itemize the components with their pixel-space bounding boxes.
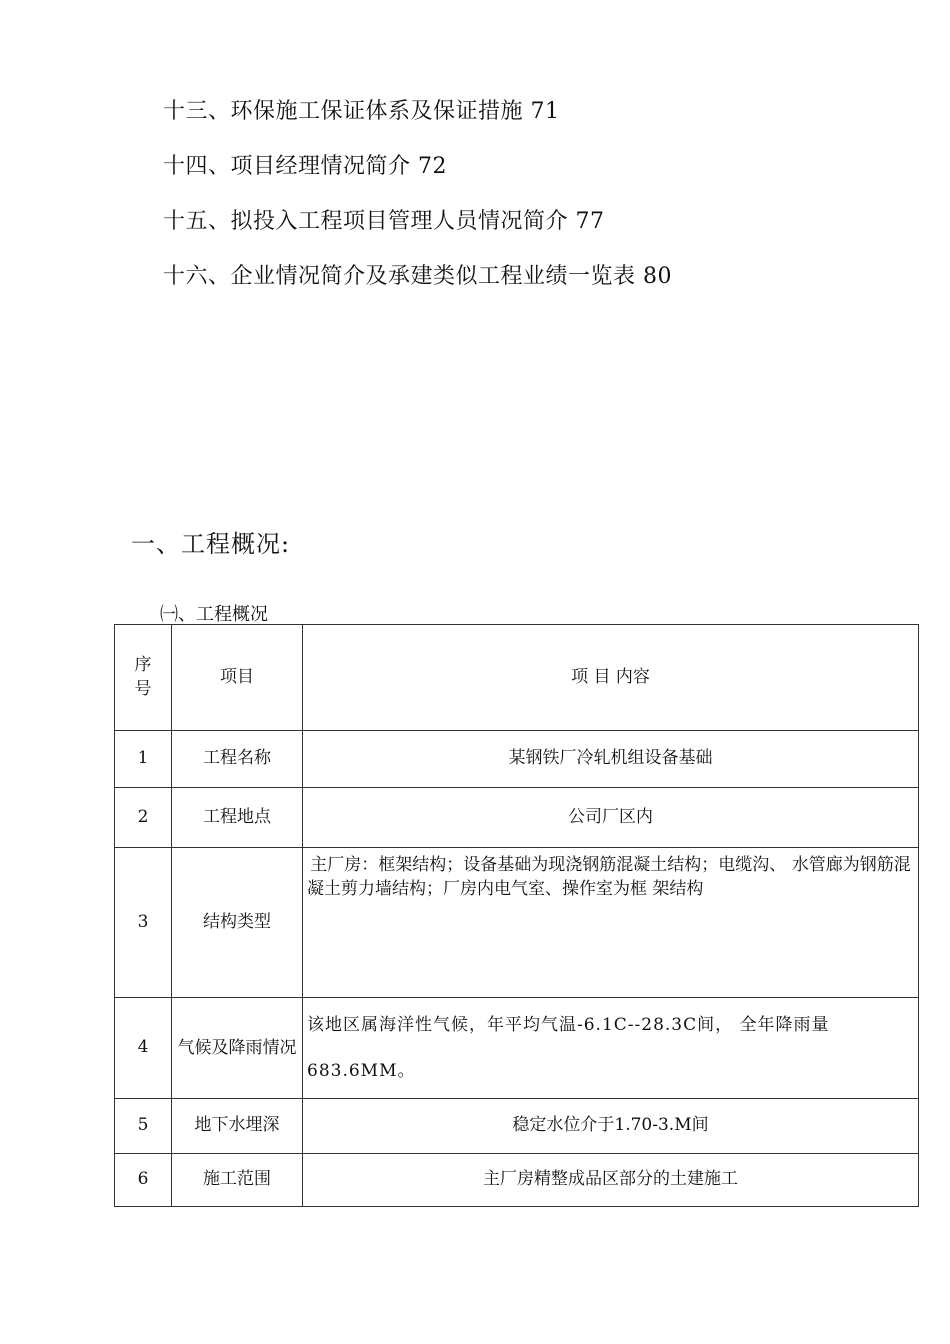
row-item: 结构类型 bbox=[172, 848, 303, 998]
row-content: 公司厂区内 bbox=[303, 788, 919, 848]
table-row bbox=[115, 848, 919, 998]
toc-entry: 十三、环保施工保证体系及保证措施 71 bbox=[163, 99, 560, 124]
table-row bbox=[115, 731, 919, 788]
table-row bbox=[115, 788, 919, 848]
project-overview-table bbox=[114, 624, 919, 1207]
row-content: 主厂房精整成品区部分的土建施工 bbox=[303, 1154, 919, 1207]
table-row bbox=[115, 1099, 919, 1154]
row-no: 5 bbox=[115, 1099, 172, 1154]
row-no: 2 bbox=[115, 788, 172, 848]
header-content: 项 目 内容 bbox=[303, 625, 919, 731]
toc-entry: 十六、企业情况简介及承建类似工程业绩一览表 80 bbox=[163, 264, 672, 289]
header-no-line2: 号 bbox=[134, 678, 152, 699]
row-item: 工程名称 bbox=[172, 731, 303, 788]
row-item: 工程地点 bbox=[172, 788, 303, 848]
row-no: 6 bbox=[115, 1154, 172, 1207]
toc-entry: 十五、拟投入工程项目管理人员情况简介 77 bbox=[163, 209, 605, 234]
table-header-row bbox=[115, 625, 919, 731]
row-content: 该地区属海洋性气候，年平均气温-6.1C--28.3C间， 全年降雨量683.6MM。 bbox=[303, 998, 919, 1099]
header-item: 项目 bbox=[172, 625, 303, 731]
toc-entry: 十四、项目经理情况简介 72 bbox=[163, 154, 447, 179]
table-row bbox=[115, 998, 919, 1099]
row-item: 地下水埋深 bbox=[172, 1099, 303, 1154]
row-content: 某钢铁厂冷轧机组设备基础 bbox=[303, 731, 919, 788]
row-item: 施工范围 bbox=[172, 1154, 303, 1207]
row-no: 1 bbox=[115, 731, 172, 788]
section-heading: 一、工程概况: bbox=[131, 530, 291, 558]
table-row bbox=[115, 1154, 919, 1207]
header-no-line1: 序 bbox=[134, 654, 152, 675]
row-item: 气候及降雨情况 bbox=[172, 998, 303, 1099]
row-no: 4 bbox=[115, 998, 172, 1099]
row-content: 主厂房：框架结构；设备基础为现浇钢筋混凝土结构；电缆沟、 水管廊为钢筋混凝土剪力墙结构；厂房内电气室、操作室为框 架结构 bbox=[303, 848, 919, 998]
header-no bbox=[115, 625, 172, 731]
row-content: 稳定水位介于1.70-3.M间 bbox=[303, 1099, 919, 1154]
row-no: 3 bbox=[115, 848, 172, 998]
sub-heading: ㈠、工程概况 bbox=[160, 604, 268, 625]
